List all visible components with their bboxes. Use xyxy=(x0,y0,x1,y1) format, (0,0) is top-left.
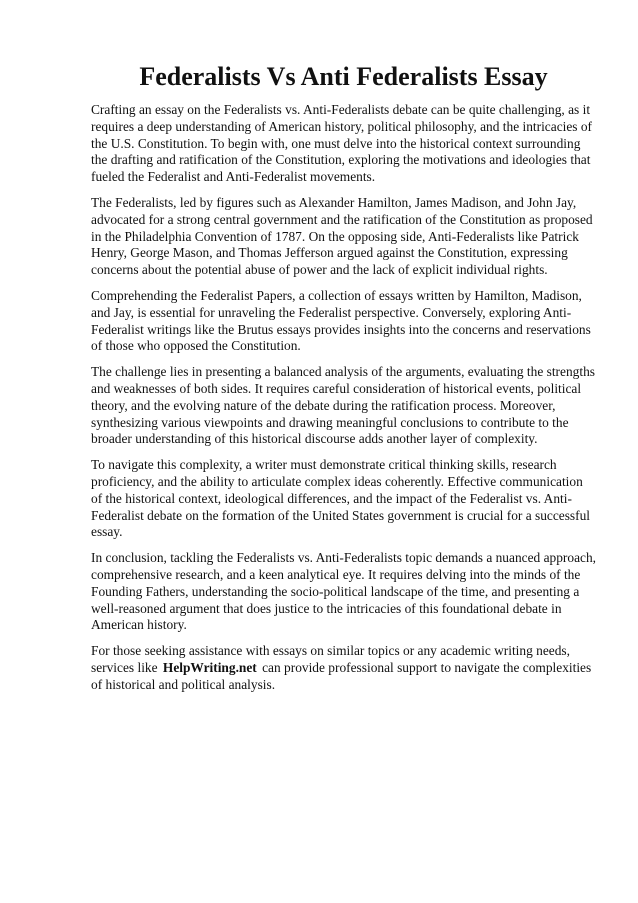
paragraph-navigate: To navigate this complexity, a writer must demonstrate critical thinking skills, research proficiency, and the ability to articulate complex ideas coherently. Effective communication of the historical context, ideological differences, and the impact of the Federalist vs. Anti-Federalist debate on the formation of the United States government is crucial for a successful essay. xyxy=(91,457,591,540)
paragraph-challenge: The challenge lies in presenting a balanced analysis of the arguments, evaluating the strengths and weaknesses of both sides. It requires careful consideration of historical events, political theory, and the evolving nature of the debate during the ratification process. Moreover, synthesizing various viewpoints and drawing meaningful conclusions to contribute to the broader understanding of this historical discourse adds another layer of complexity. xyxy=(91,364,595,447)
closing-text-before: For those seeking assistance with essays on similar topics or any academic writing needs, services like xyxy=(91,643,570,675)
helpwriting-link[interactable]: HelpWriting.net xyxy=(162,659,257,675)
essay-body xyxy=(91,102,596,694)
paragraph-closing xyxy=(91,643,596,693)
paragraph-conclusion: In conclusion, tackling the Federalists vs. Anti-Federalists topic demands a nuanced approach, comprehensive research, and a keen analytical eye. It requires delving into the minds of the Founding Fathers, understanding the socio-political landscape of the time, and presenting a well-reasoned argument that does justice to the intricacies of this foundational debate in American history. xyxy=(91,550,596,633)
closing-text-after: can provide professional support to navigate the complexities of historical and political analysis. xyxy=(91,659,592,692)
paragraph-federalists: The Federalists, led by figures such as Alexander Hamilton, James Madison, and John Jay, advocated for a strong central government and the ratification of the Constitution as proposed in the Philadelphia Convention of 1787. On the opposing side, Anti-Federalists like Patrick Henry, George Mason, and Thomas Jefferson argued against the Constitution, expressing concerns about the potential abuse of power and the lack of explicit individual rights. xyxy=(91,194,593,278)
paragraph-intro: Crafting an essay on the Federalists vs. Anti-Federalists debate can be quite challenging, as it requires a deep understanding of American history, political philosophy, and the intricacies of the U.S. Constitution. To begin with, one must delve into the historical context surrounding the drafting and ratification of the Constitution, exploring the motivations and ideologies that fueled the Federalist and Anti-Federalist movements. xyxy=(91,102,593,185)
page-title: Federalists Vs Anti Federalists Essay xyxy=(139,62,548,91)
paragraph-federalist-papers: Comprehending the Federalist Papers, a collection of essays written by Hamilton, Madison, and Jay, is essential for unraveling the Federalist perspective. Conversely, exploring Anti-Federalist writings like the Brutus essays provides insights into the concerns and reservations of those who opposed the Constitution. xyxy=(91,287,591,354)
